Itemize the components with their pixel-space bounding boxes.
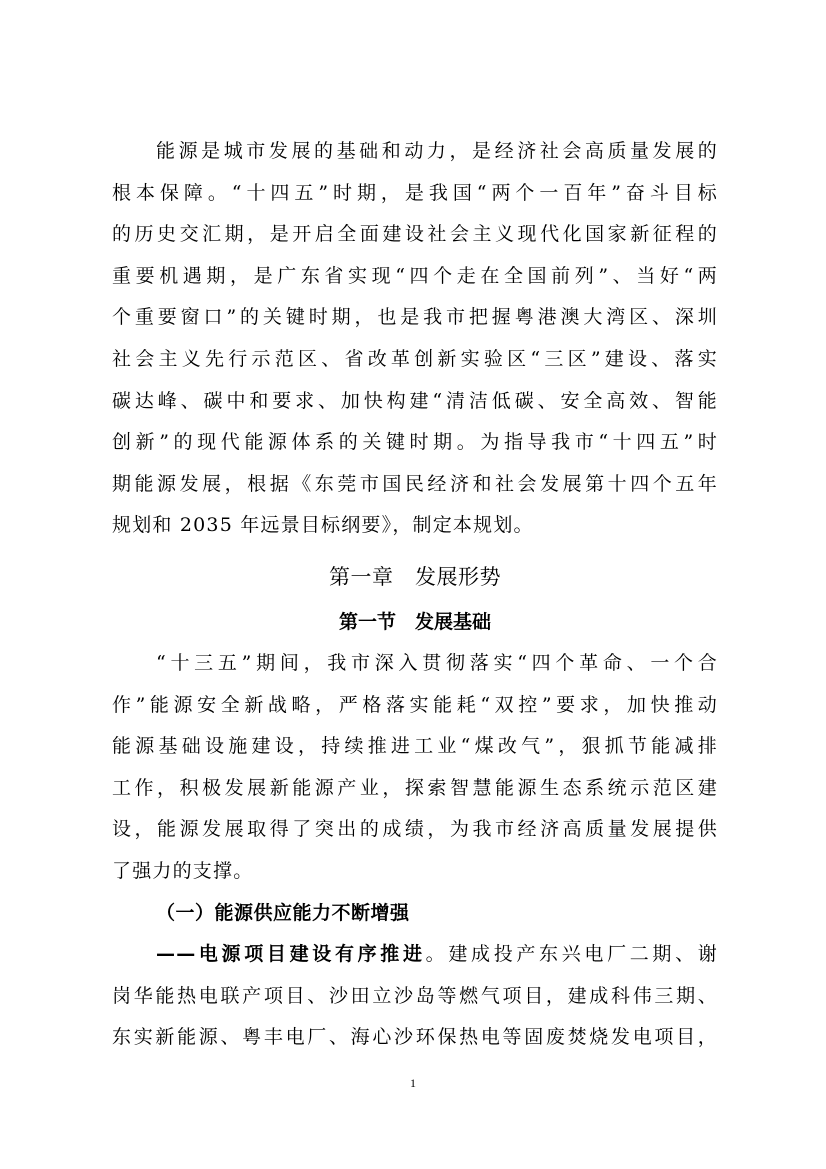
text-line: 东实新能源、粤丰电厂、海心沙环保热电等固废焚烧发电项目， xyxy=(112,1026,718,1049)
page-content xyxy=(112,131,718,1059)
text-line: 能源是城市发展的基础和动力，是经济社会高质量发展的 xyxy=(156,140,718,162)
lead-rest: 。建成投产东兴电厂二期、谢 xyxy=(425,943,718,966)
text-line xyxy=(112,934,718,976)
chapter-title: 第一章 发展形势 xyxy=(329,564,501,589)
intro-paragraph xyxy=(112,131,718,547)
text-line: 期能源发展，根据《东莞市国民经济和社会发展第十四个五年 xyxy=(112,472,718,495)
text-line: 了强力的支撑。 xyxy=(112,859,254,882)
section-title: 第一节 发展基础 xyxy=(338,610,491,633)
subheading: （一）能源供应能力不断增强 xyxy=(156,901,410,924)
text-line: 设，能源发展取得了突出的成绩，为我市经济高质量发展提供 xyxy=(112,818,718,841)
text-line: 根本保障。“十四五”时期，是我国“两个一百年”奋斗目标 xyxy=(112,181,718,204)
text-line: “十三五”期间，我市深入贯彻落实“四个革命、一个合 xyxy=(156,651,718,674)
text-line: 重要机遇期，是广东省实现“四个走在全国前列”、当好“两 xyxy=(112,264,718,287)
text-line: 的历史交汇期，是开启全面建设社会主义现代化国家新征程的 xyxy=(112,223,718,246)
text-line: 规划和 2035 年远景目标纲要》，制定本规划。 xyxy=(112,514,534,537)
page-number: 1 xyxy=(410,1076,416,1090)
text-line: 岗华能热电联产项目、沙田立沙岛等燃气项目，建成科伟三期、 xyxy=(112,984,718,1007)
text-line: 工作，积极发展新能源产业，探索智慧能源生态系统示范区建 xyxy=(112,776,718,799)
power-paragraph xyxy=(112,934,718,1059)
text-line: 社会主义先行示范区、省改革创新实验区“三区”建设、落实 xyxy=(112,347,718,370)
text-line: 作”能源安全新战略，严格落实能耗“双控”要求，加快推动 xyxy=(112,693,718,716)
text-line: 个重要窗口”的关键时期，也是我市把握粤港澳大湾区、深圳 xyxy=(112,306,718,329)
section-paragraph xyxy=(112,643,718,893)
text-line: 碳达峰、碳中和要求、加快构建“清洁低碳、安全高效、智能 xyxy=(112,389,718,412)
text-line: 创新”的现代能源体系的关键时期。为指导我市“十四五”时 xyxy=(112,431,718,454)
bold-lead: ——电源项目建设有序推进 xyxy=(156,943,426,966)
text-line: 能源基础设施建设，持续推进工业“煤改气”，狠抓节能减排 xyxy=(112,735,718,758)
